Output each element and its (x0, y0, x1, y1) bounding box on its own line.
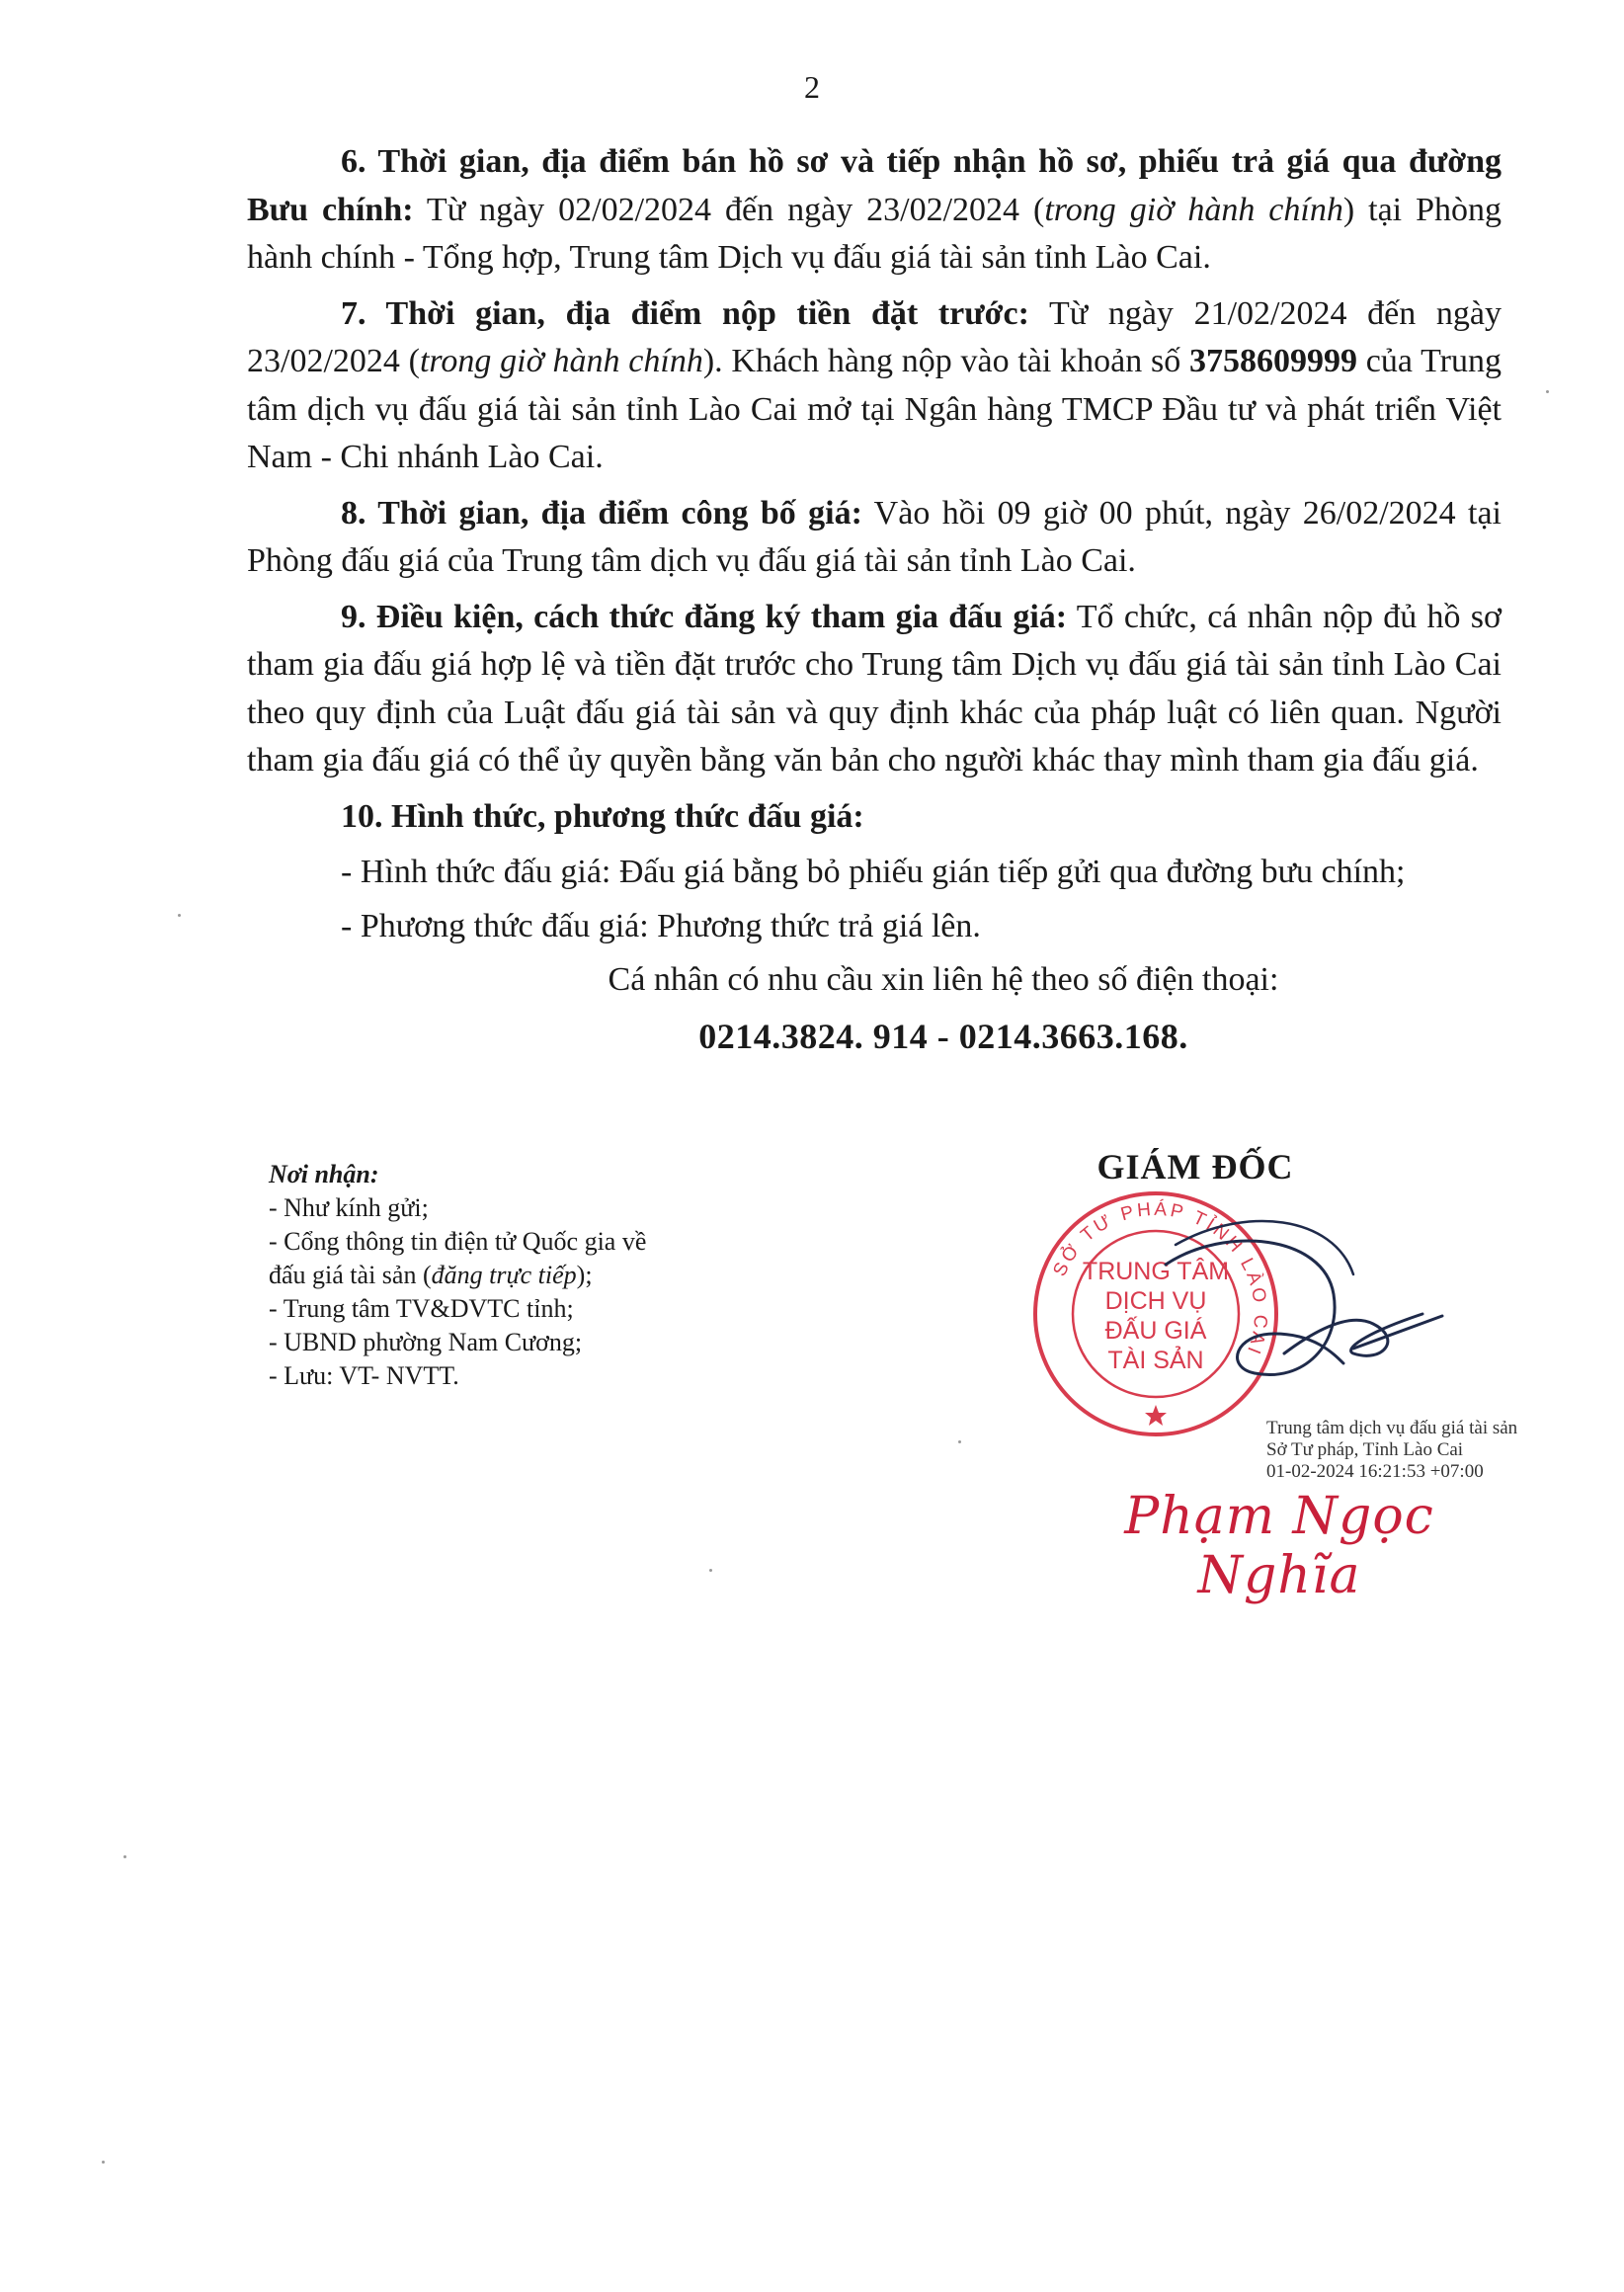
section-7-text-b: của Trung tâm dịch vụ đấu giá tài sản tỉnh Lào Cai mở tại Ngân hàng TMCP Đầu tư và phát triển Việt Nam - Chi nhánh Lào Cai. (247, 343, 1502, 475)
contact-line: Cá nhân có nhu cầu xin liên hệ theo số điện thoại: (608, 961, 1279, 998)
recipients-block (269, 1158, 743, 1393)
section-6-text-a: Từ ngày 02/02/2024 đến ngày 23/02/2024 ( (413, 191, 1045, 228)
scan-speck (102, 2161, 105, 2164)
page-number: 2 (804, 69, 820, 105)
recipient-item: - Trung tâm TV&DVTC tỉnh; (269, 1294, 574, 1323)
section-7-italic: trong giờ hành chính (419, 343, 703, 379)
seal-outer-textpath: SỞ TƯ PHÁP TỈNH LÀO CAI (1049, 1198, 1271, 1359)
auction-form: - Hình thức đấu giá: Đấu giá bằng bỏ phiếu gián tiếp gửi qua đường bưu chính; (341, 854, 1406, 890)
scan-speck (178, 914, 181, 917)
account-number: 3758609999 (1189, 343, 1357, 379)
section-7 (247, 290, 1502, 482)
recipient-item: - Cổng thông tin điện tử Quốc gia về (269, 1227, 647, 1256)
esign-line: Trung tâm dịch vụ đấu giá tài sản (1266, 1418, 1518, 1438)
recipient-item: - UBND phường Nam Cương; (269, 1328, 583, 1356)
recipient-item: - Như kính gửi; (269, 1193, 429, 1222)
recipients-list (269, 1191, 743, 1393)
section-7-text-a: Từ ngày 21/02/2024 đến ngày 23/02/2024 ( (247, 294, 1502, 379)
section-10-heading: 10. Hình thức, phương thức đấu giá: (341, 797, 864, 835)
section-10 (247, 793, 1502, 842)
seal-line: DỊCH VỤ (1104, 1287, 1207, 1315)
recipient-item-italic: đăng trực tiếp (431, 1261, 577, 1289)
section-8-text: Vào hồi 09 giờ 00 phút, ngày 26/02/2024 tại Phòng đấu giá của Trung tâm dịch vụ đấu giá tài sản tỉnh Lào Cai. (247, 494, 1502, 579)
seal-line: TÀI SẢN (1107, 1347, 1204, 1374)
recipients-title: Nơi nhận: (269, 1160, 379, 1188)
scan-speck (958, 1440, 961, 1443)
scan-speck (123, 1855, 126, 1858)
section-9 (247, 594, 1502, 785)
recipient-item: - Lưu: VT- NVTT. (269, 1361, 459, 1390)
document-body (247, 138, 1502, 1060)
section-9-text: Tổ chức, cá nhân nộp đủ hồ sơ tham gia đấu giá hợp lệ và tiền đặt trước cho Trung tâm Dịch vụ đấu giá tài sản tỉnh Lào Cai theo quy định của Luật đấu giá tài sản và quy định khác của pháp luật có liên quan. Người tham gia đấu giá có thể ủy quyền bằng văn bản cho người khác thay mình tham gia đấu giá. (247, 598, 1502, 778)
esign-line: 01-02-2024 16:21:53 +07:00 (1266, 1461, 1484, 1482)
auction-method: - Phương thức đấu giá: Phương thức trả giá lên. (341, 907, 981, 944)
section-8 (247, 490, 1502, 586)
esign-line: Sở Tư pháp, Tỉnh Lào Cai (1266, 1439, 1464, 1460)
digital-signature-info (1266, 1418, 1583, 1483)
section-6-heading: 6. Thời gian, địa điểm bán hồ sơ và tiếp nhận hồ sơ, phiếu trả giá qua đường Bưu chính: (247, 143, 1502, 228)
scan-speck (1546, 390, 1549, 393)
recipient-item-suffix: ); (576, 1261, 593, 1289)
section-7-heading: 7. Thời gian, địa điểm nộp tiền đặt trước: (341, 294, 1029, 332)
contact-phones: 0214.3824. 914 - 0214.3663.168. (698, 1016, 1188, 1056)
section-9-heading: 9. Điều kiện, cách thức đăng ký tham gia đấu giá: (341, 598, 1068, 635)
section-8-heading: 8. Thời gian, địa điểm công bố giá: (341, 494, 862, 532)
signature-block (988, 1146, 1581, 1605)
signer-name: Phạm Ngọc Nghĩa (1124, 1487, 1434, 1605)
section-6-text-b: ) tại Phòng hành chính - Tổng hợp, Trung tâm Dịch vụ đấu giá tài sản tỉnh Lào Cai. (247, 191, 1502, 276)
seal-line: ĐẤU GIÁ (1104, 1317, 1207, 1345)
section-7-text-mid: ). Khách hàng nộp vào tài khoản số (702, 343, 1189, 379)
section-6-italic: trong giờ hành chính (1044, 191, 1343, 228)
scan-speck (709, 1569, 712, 1572)
recipient-item-text: đấu giá tài sản ( (269, 1261, 432, 1289)
recipient-item (269, 1259, 743, 1292)
seal-line: TRUNG TÂM (1082, 1258, 1230, 1285)
signer-title: GIÁM ĐỐC (1096, 1147, 1294, 1187)
handwritten-signature (1106, 1205, 1462, 1423)
section-6 (247, 138, 1502, 283)
